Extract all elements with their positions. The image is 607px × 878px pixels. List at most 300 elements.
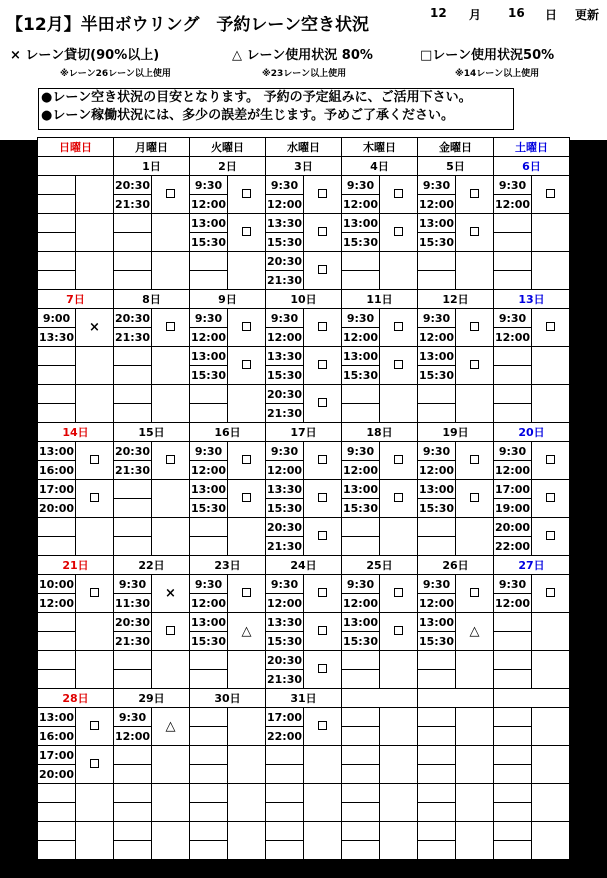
slot-start-time: 13:30 [266,480,304,499]
slot-end-time [418,765,456,784]
slot-status [532,518,570,556]
slot-start-time [38,252,76,271]
slot-status [456,309,494,347]
slot-start-time [342,651,380,670]
slot-end-time [494,727,532,746]
square-mark-icon [546,588,555,597]
slot-end-time: 12:00 [494,195,532,214]
slot-status [532,214,570,252]
slot-status [304,784,342,822]
slot-start-time [494,784,532,803]
slot-start-time: 9:30 [266,309,304,328]
slot-start-time: 20:30 [266,651,304,670]
square-mark-icon [242,227,251,236]
slot-status [304,309,342,347]
slot-start-time [418,746,456,765]
slot-start-time: 9:30 [342,575,380,594]
slot-status [380,347,418,385]
slot-status [228,176,266,214]
slot-status [456,784,494,822]
slot-end-time [190,404,228,423]
slot-status [532,347,570,385]
slot-status [380,480,418,518]
square-mark-icon [242,455,251,464]
slot-end-time: 12:00 [190,328,228,347]
slot-end-time: 16:00 [38,461,76,480]
slot-end-time: 15:30 [190,499,228,518]
slot-end-time [494,404,532,423]
slot-end-time: 20:00 [38,765,76,784]
slot-end-time [190,727,228,746]
slot-status [76,385,114,423]
slot-status [532,309,570,347]
slot-start-time [38,385,76,404]
date-cell: 18日 [342,423,418,442]
date-cell: 15日 [114,423,190,442]
slot-status [456,746,494,784]
slot-start-time [114,252,152,271]
slot-start-time: 20:30 [114,613,152,632]
square-mark-icon [166,189,175,198]
slot-status [380,746,418,784]
slot-start-time [190,385,228,404]
slot-start-time: 13:00 [418,347,456,366]
slot-status [456,176,494,214]
slot-end-time [190,670,228,689]
slot-end-time: 21:30 [266,404,304,423]
slot-start-time: 13:00 [190,613,228,632]
slot-row [38,347,570,366]
slot-status [152,347,190,385]
slot-start-time [342,252,380,271]
slot-start-time [342,746,380,765]
page-title: 【12月】半田ボウリング 予約レーン空き状況 [6,15,369,35]
slot-end-time [494,632,532,651]
slot-status [380,252,418,290]
slot-start-time [494,347,532,366]
square-mark-icon [470,588,479,597]
slot-end-time: 12:00 [342,461,380,480]
slot-status [228,708,266,746]
slot-end-time [114,404,152,423]
slot-status [228,309,266,347]
slot-start-time [38,822,76,841]
date-cell: 3日 [266,157,342,176]
square-mark-icon [394,455,403,464]
slot-end-time: 12:00 [342,328,380,347]
slot-start-time [190,708,228,727]
slot-status [304,176,342,214]
slot-start-time: 9:30 [494,176,532,195]
slot-start-time: 9:30 [342,309,380,328]
slot-row [38,708,570,727]
slot-status [76,784,114,822]
slot-end-time: 15:30 [342,233,380,252]
slot-status [76,822,114,860]
slot-start-time: 13:00 [190,214,228,233]
slot-start-time [418,708,456,727]
date-cell: 9日 [190,290,266,309]
slot-row [38,176,570,195]
square-mark-icon [318,360,327,369]
slot-status [152,176,190,214]
square-mark-icon [470,360,479,369]
slot-start-time: 20:30 [266,518,304,537]
square-mark-icon [90,721,99,730]
slot-start-time: 13:30 [266,214,304,233]
slot-start-time [114,518,152,537]
slot-end-time: 12:00 [418,328,456,347]
date-cell: 11日 [342,290,418,309]
slot-status [456,651,494,689]
slot-start-time: 13:00 [342,480,380,499]
slot-start-time: 9:30 [266,442,304,461]
slot-end-time: 13:30 [38,328,76,347]
slot-status [380,822,418,860]
slot-start-time [114,480,152,499]
slot-start-time: 13:00 [342,214,380,233]
notice-line: ●レーン稼働状況には、多少の誤差が生じます。予めご了承ください。 [41,108,455,123]
slot-end-time [114,537,152,556]
slot-end-time: 21:30 [114,632,152,651]
slot-start-time: 13:00 [38,708,76,727]
square-mark-icon [470,455,479,464]
square-mark-icon [546,493,555,502]
slot-status [304,442,342,480]
slot-end-time [418,670,456,689]
slot-end-time [494,841,532,860]
slot-end-time: 21:30 [114,328,152,347]
slot-status [380,651,418,689]
date-cell: 17日 [266,423,342,442]
slot-end-time [38,195,76,214]
square-mark-icon [318,531,327,540]
slot-status [76,708,114,746]
slot-end-time: 12:00 [114,727,152,746]
square-mark-icon [546,322,555,331]
square-mark-icon [394,227,403,236]
date-cell: 31日 [266,689,342,708]
date-cell: 12日 [418,290,494,309]
update-month-label: 月 [469,8,482,22]
slot-end-time: 12:00 [494,594,532,613]
triangle-mark-icon: △ [241,624,252,639]
slot-end-time: 15:30 [418,632,456,651]
legend [0,44,607,84]
slot-status [228,651,266,689]
slot-status [228,385,266,423]
slot-start-time [38,176,76,195]
square-mark-icon [318,455,327,464]
slot-end-time: 20:00 [38,499,76,518]
slot-status [456,708,494,746]
slot-end-time: 15:30 [266,366,304,385]
slot-end-time [342,727,380,746]
slot-start-time [114,651,152,670]
slot-end-time: 15:30 [266,233,304,252]
slot-status [76,442,114,480]
slot-start-time: 9:30 [342,176,380,195]
slot-end-time [190,803,228,822]
slot-status [532,575,570,613]
slot-start-time [418,252,456,271]
slot-status [228,784,266,822]
slot-end-time: 12:00 [190,461,228,480]
date-cell: 14日 [38,423,114,442]
date-cell: 5日 [418,157,494,176]
slot-status [380,176,418,214]
slot-status [456,613,494,651]
date-cell: 20日 [494,423,570,442]
update-day-label: 日 [545,8,558,22]
slot-start-time: 9:30 [494,442,532,461]
cross-mark-icon: × [165,586,176,601]
slot-status [456,822,494,860]
slot-status [304,214,342,252]
slot-end-time [342,670,380,689]
slot-end-time: 21:30 [266,537,304,556]
slot-end-time: 12:00 [190,594,228,613]
slot-status [152,784,190,822]
slot-status [456,575,494,613]
date-cell: 30日 [190,689,266,708]
slot-status [532,385,570,423]
slot-start-time: 17:00 [38,480,76,499]
slot-start-time: 13:30 [266,613,304,632]
weekday-header: 火曜日 [190,138,266,157]
slot-start-time [114,746,152,765]
slot-end-time [38,841,76,860]
date-cell: 19日 [418,423,494,442]
slot-start-time [38,214,76,233]
slot-end-time [494,670,532,689]
slot-end-time: 12:00 [190,195,228,214]
weekday-header: 木曜日 [342,138,418,157]
date-cell: 22日 [114,556,190,575]
slot-status [304,480,342,518]
slot-start-time: 13:30 [266,347,304,366]
update-date [405,0,607,30]
slot-status [532,442,570,480]
slot-end-time: 12:00 [418,461,456,480]
slot-start-time [342,708,380,727]
triangle-mark-icon: △ [469,624,480,639]
cross-mark-icon: × [89,320,100,335]
weekday-header: 金曜日 [418,138,494,157]
slot-start-time [190,822,228,841]
slot-start-time [38,613,76,632]
slot-end-time [494,366,532,385]
slot-end-time: 12:00 [494,328,532,347]
slot-start-time: 9:30 [114,708,152,727]
slot-end-time [114,233,152,252]
slot-end-time [266,803,304,822]
square-mark-icon [546,455,555,464]
square-mark-icon [394,322,403,331]
square-mark-icon [166,455,175,464]
slot-status [228,214,266,252]
date-cell: 25日 [342,556,418,575]
slot-start-time [38,518,76,537]
slot-status [380,442,418,480]
slot-end-time [342,803,380,822]
date-cell: 21日 [38,556,114,575]
square-mark-icon [318,588,327,597]
slot-start-time: 13:00 [418,214,456,233]
slot-start-time [494,651,532,670]
slot-row [38,385,570,404]
slot-end-time: 11:30 [114,594,152,613]
slot-start-time [114,784,152,803]
slot-status [304,651,342,689]
date-cell [342,689,418,708]
slot-row [38,613,570,632]
slot-end-time: 21:30 [266,670,304,689]
square-mark-icon [318,664,327,673]
slot-end-time: 16:00 [38,727,76,746]
square-mark-icon [394,493,403,502]
slot-end-time [266,765,304,784]
slot-status [456,252,494,290]
slot-start-time: 10:00 [38,575,76,594]
slot-end-time [266,841,304,860]
slot-status [304,518,342,556]
slot-end-time: 22:00 [494,537,532,556]
date-cell: 27日 [494,556,570,575]
slot-row [38,309,570,328]
square-mark-icon [318,227,327,236]
slot-start-time: 13:00 [418,480,456,499]
slot-end-time [190,765,228,784]
slot-status [228,613,266,651]
slot-status [456,385,494,423]
slot-start-time [418,518,456,537]
slot-start-time [342,385,380,404]
slot-status [532,651,570,689]
date-row [38,423,570,442]
slot-start-time: 9:30 [190,442,228,461]
slot-status [76,309,114,347]
square-mark-icon [470,227,479,236]
slot-status [456,347,494,385]
slot-status [76,347,114,385]
slot-status [152,575,190,613]
date-row [38,556,570,575]
slot-start-time [38,347,76,366]
slot-start-time [494,613,532,632]
date-cell: 2日 [190,157,266,176]
slot-start-time: 13:00 [418,613,456,632]
date-cell [418,689,494,708]
slot-status [380,784,418,822]
weekday-header: 水曜日 [266,138,342,157]
slot-start-time: 20:30 [114,176,152,195]
slot-start-time: 13:00 [38,442,76,461]
slot-status [228,746,266,784]
slot-status [380,613,418,651]
slot-end-time [190,841,228,860]
slot-status [76,746,114,784]
slot-start-time [190,518,228,537]
slot-status [380,708,418,746]
square-mark-icon [394,360,403,369]
slot-end-time [114,841,152,860]
slot-start-time [114,214,152,233]
legend-80: △ レーン使用状況 80% [232,48,373,63]
slot-end-time: 21:30 [114,461,152,480]
slot-start-time: 17:00 [38,746,76,765]
square-mark-icon [470,493,479,502]
slot-status [152,518,190,556]
slot-status [228,252,266,290]
slot-start-time [266,822,304,841]
slot-status [456,480,494,518]
triangle-mark-icon: △ [165,719,176,734]
slot-status [76,651,114,689]
slot-end-time [342,765,380,784]
slot-end-time [38,404,76,423]
update-month: 12 [430,6,447,20]
slot-row [38,252,570,271]
slot-start-time: 9:30 [494,575,532,594]
slot-start-time [418,784,456,803]
slot-status [532,746,570,784]
slot-status [76,518,114,556]
slot-start-time: 9:30 [418,575,456,594]
slot-end-time [418,537,456,556]
slot-status [304,575,342,613]
date-cell: 26日 [418,556,494,575]
legend-80-note: ※23レーン以上使用 [262,69,347,79]
update-suffix: 更新 [575,8,600,22]
slot-status [304,385,342,423]
slot-status [152,651,190,689]
weekday-header-row [38,138,570,157]
slot-start-time: 9:30 [418,176,456,195]
slot-end-time [38,632,76,651]
slot-end-time: 12:00 [342,195,380,214]
square-mark-icon [242,360,251,369]
square-mark-icon [470,322,479,331]
slot-end-time [190,271,228,290]
square-mark-icon [166,626,175,635]
slot-start-time: 9:30 [114,575,152,594]
square-mark-icon [546,189,555,198]
slot-start-time [38,784,76,803]
availability-calendar [37,137,570,860]
square-mark-icon [318,265,327,274]
slot-start-time [190,651,228,670]
slot-start-time [494,385,532,404]
slot-end-time: 15:30 [190,632,228,651]
slot-end-time [342,404,380,423]
slot-end-time [114,765,152,784]
slot-status [532,480,570,518]
slot-end-time [114,803,152,822]
slot-start-time: 9:00 [38,309,76,328]
update-day: 16 [508,6,525,20]
slot-end-time: 12:00 [266,461,304,480]
slot-status [228,575,266,613]
slot-status [532,613,570,651]
slot-status [304,822,342,860]
slot-end-time [342,537,380,556]
slot-start-time: 9:30 [190,176,228,195]
slot-start-time: 20:30 [114,309,152,328]
slot-status [456,214,494,252]
slot-end-time: 21:30 [114,195,152,214]
slot-start-time: 20:30 [266,385,304,404]
